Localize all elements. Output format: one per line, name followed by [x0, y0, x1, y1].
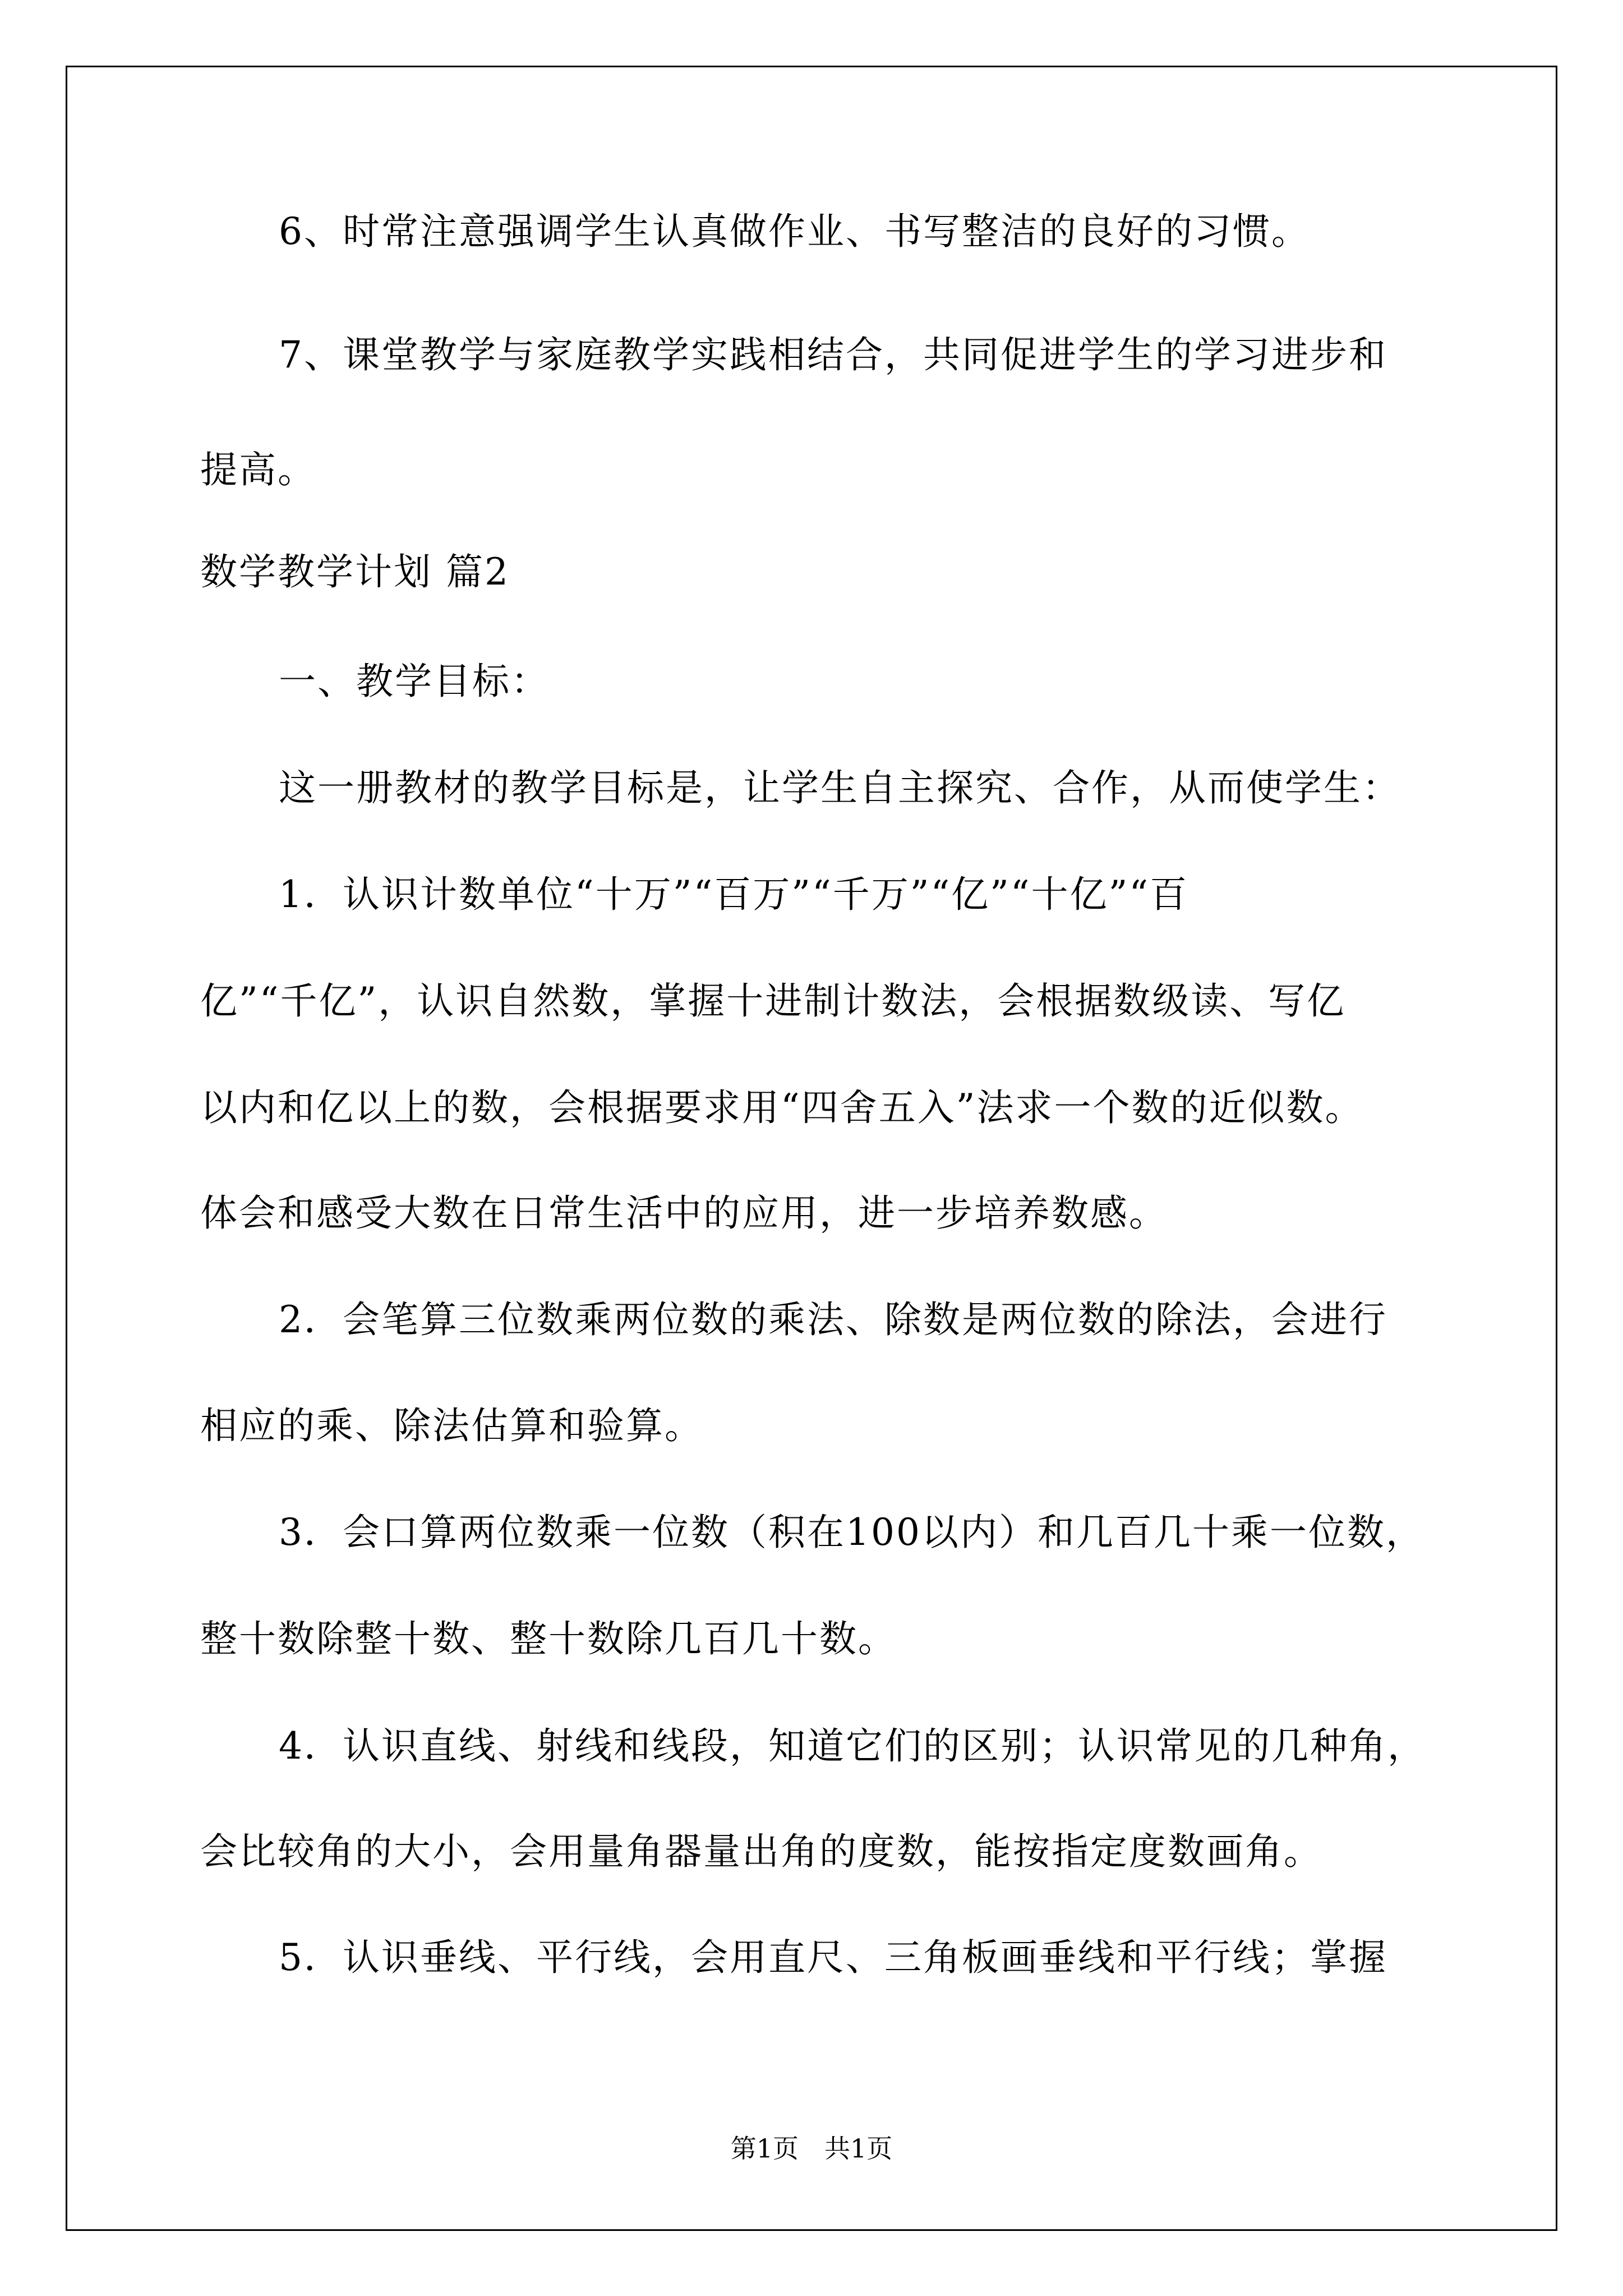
paragraph-line-1: 6、时常注意强调学生认真做作业、书写整洁的良好的习惯。	[279, 210, 1310, 253]
section-heading: 数学教学计划 篇2	[200, 550, 510, 593]
page-footer: 第1页 共1页	[730, 2133, 893, 2164]
paragraph-line-14: 整十数除整十数、整十数除几百几十数。	[200, 1617, 897, 1660]
paragraph-line-13: 3．会口算两位数乘一位数（积在100以内）和几百几十乘一位数，	[279, 1511, 1424, 1554]
page-border	[66, 66, 1557, 2231]
paragraph-line-9: 以内和亿以上的数，会根据要求用“四舍五入”法求一个数的近似数。	[200, 1086, 1364, 1129]
paragraph-line-15: 4．认识直线、射线和线段，知道它们的区别；认识常见的几种角，	[279, 1724, 1426, 1768]
paragraph-line-8: 亿”“千亿”，认识自然数，掌握十进制计数法，会根据数级读、写亿	[200, 979, 1346, 1023]
paragraph-line-10: 体会和感受大数在日常生活中的应用，进一步培养数感。	[200, 1191, 1168, 1235]
paragraph-line-17: 5．认识垂线、平行线，会用直尺、三角板画垂线和平行线；掌握	[279, 1936, 1387, 1979]
paragraph-line-2: 7、课堂教学与家庭教学实践相结合，共同促进学生的学习进步和	[279, 333, 1387, 376]
paragraph-line-12: 相应的乘、除法估算和验算。	[200, 1404, 703, 1447]
paragraph-line-11: 2．会笔算三位数乘两位数的乘法、除数是两位数的除法，会进行	[279, 1298, 1387, 1341]
paragraph-line-16: 会比较角的大小，会用量角器量出角的度数，能按指定度数画角。	[200, 1830, 1322, 1873]
paragraph-line-3: 提高。	[200, 448, 316, 491]
paragraph-line-7: 1．认识计数单位“十万”“百万”“千万”“亿”“十亿”“百	[279, 873, 1189, 916]
paragraph-line-6: 这一册教材的教学目标是，让学生自主探究、合作，从而使学生：	[279, 766, 1401, 809]
subsection-heading: 一、教学目标：	[279, 660, 550, 703]
